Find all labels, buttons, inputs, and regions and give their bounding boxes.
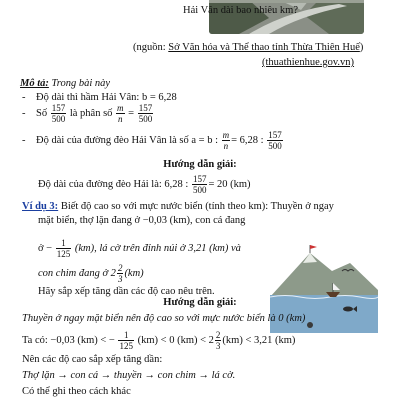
answer-1-a: Độ dài của đường đèo Hải là: 6,28 : xyxy=(38,178,189,190)
mo-ta-line-3-b: = 6,28 : xyxy=(231,134,264,146)
mo-ta-line-1-text: Độ dài thì hầm Hải Vân: b = 6,28 xyxy=(36,92,177,103)
answer-2-line-5: Có thể ghi theo cách khác xyxy=(22,386,131,397)
fraction-157-500: $\frac{157}{500}$ xyxy=(51,103,66,124)
vd3-line-4 xyxy=(38,263,144,284)
mo-ta-text: Trong bài này xyxy=(48,78,111,89)
mo-ta-line-2: - Số $\frac{157}{500}$ là phân số $\frac{m}{n}$ = $\frac{157}{500}$ xyxy=(22,103,153,124)
answer-2-l2a: Ta có: −0,03 (km) < − xyxy=(22,334,115,346)
mo-ta-line-2-b: là phân số xyxy=(69,107,113,119)
mo-ta-heading xyxy=(20,77,110,90)
fraction-157-500-d: $\frac{157}{500}$ xyxy=(192,174,207,195)
fraction-1-125-b: $\frac{1}{125}$ xyxy=(119,330,133,351)
mo-ta-line-3-text: Độ dài của đường đèo Hải Vân là số a = b : xyxy=(36,134,219,146)
answer-2-line-3: Nên các độ cao sắp xếp tăng dần: xyxy=(22,354,163,365)
fraction-2-3-b: $\frac{2}{3}$ xyxy=(215,330,221,351)
vd3-l3b: (km), lá cờ trên đỉnh núi ở 3,21 (km) và xyxy=(74,242,241,254)
vd3-line-3 xyxy=(38,238,241,259)
answer-2-line-2 xyxy=(22,330,295,351)
source-link[interactable]: Sở Văn hóa và Thể thao tỉnh Thừa Thiên Huế xyxy=(168,42,360,53)
answer-2-l2b: (km) < 0 (km) < 2 xyxy=(137,334,214,346)
source-line: (nguồn: Sở Văn hóa và Thể thao tỉnh Thừa Thiên Huế) xyxy=(133,42,364,53)
vd3-line-2: mặt biển, thợ lặn đang ở −0,03 (km), con cá đang xyxy=(38,215,246,226)
vd3-line-5: Hãy sắp xếp tăng dần các độ cao nêu trên. xyxy=(38,286,215,297)
mo-ta-line-1: - Độ dài thì hầm Hải Vân: b = 6,28 xyxy=(22,92,177,103)
fraction-1-125: $\frac{1}{125}$ xyxy=(56,238,71,259)
vd3-l3a: ở − xyxy=(38,242,53,254)
mo-ta-line-2-a: Số xyxy=(36,107,48,119)
question-tail: Hải Vân dài bao nhiêu km? xyxy=(183,5,298,16)
fraction-2-3: $\frac{2}{3}$ xyxy=(117,263,123,284)
mo-ta-line-3: - Độ dài của đường đèo Hải Vân là số a = b : $\frac{m}{n}$ = 6,28 : $\frac{157}{500}$ xyxy=(22,130,282,151)
answer-1-b: = 20 (km) xyxy=(208,178,251,190)
answer-2-line-4: Thợ lặn → con cá → thuyền → con chim → lá cờ. xyxy=(22,370,236,381)
huong-dan-heading-2: Hướng dẫn giải: xyxy=(163,297,237,308)
source-prefix: (nguồn: xyxy=(133,42,169,53)
fraction-157-500-b: $\frac{157}{500}$ xyxy=(138,103,153,124)
vd3-label: Ví dụ 3: xyxy=(22,201,59,212)
mo-ta-label: Mô tả: xyxy=(20,78,49,89)
fraction-m-n: $\frac{m}{n}$ xyxy=(117,103,124,124)
answer-2-l2c: (km) < 3,21 (km) xyxy=(222,334,296,346)
vd3-line-1 xyxy=(22,200,334,213)
source-site-link[interactable]: (thuathienhue.gov.vn) xyxy=(262,57,355,68)
huong-dan-heading-1: Hướng dẫn giải: xyxy=(163,159,237,170)
fraction-m-n-b: $\frac{m}{n}$ xyxy=(222,130,230,151)
fraction-157-500-c: $\frac{157}{500}$ xyxy=(268,130,282,151)
vd3-l1: Biết độ cao so với mực nước biển (tính theo km): Thuyền ở ngay xyxy=(58,201,334,212)
vd3-l4a: con chim đang ở 2 xyxy=(38,267,116,279)
answer-1 xyxy=(38,174,251,195)
vd3-l4b: (km) xyxy=(124,267,144,279)
answer-2-line-1: Thuyền ở ngay mặt biển nên độ cao so với mực nước biển là 0 (km) xyxy=(22,313,306,324)
